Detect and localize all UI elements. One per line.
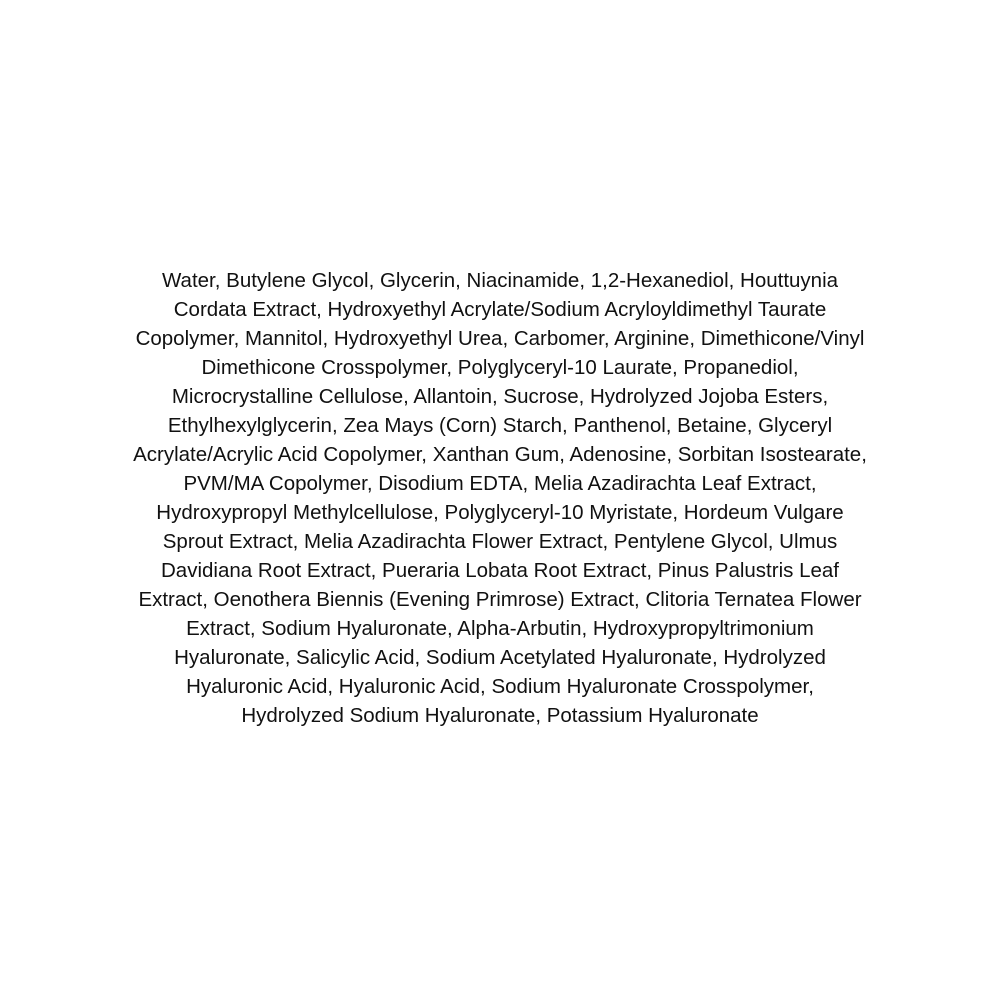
ingredient-line: Ethylhexylglycerin, Zea Mays (Corn) Starch, Panthenol, Betaine, Glyceryl: [167, 414, 833, 437]
ingredient-line: Sprout Extract, Melia Azadirachta Flower Extract, Pentylene Glycol, Ulmus: [162, 530, 838, 553]
ingredient-line: Extract, Oenothera Biennis (Evening Primrose) Extract, Clitoria Ternatea Flower: [138, 588, 862, 611]
ingredient-line: Copolymer, Mannitol, Hydroxyethyl Urea, Carbomer, Arginine, Dimethicone/Vinyl: [135, 327, 865, 350]
ingredient-line: PVM/MA Copolymer, Disodium EDTA, Melia Azadirachta Leaf Extract,: [183, 472, 817, 495]
ingredient-line: Dimethicone Crosspolymer, Polyglyceryl-10 Laurate, Propanediol,: [201, 356, 799, 379]
ingredient-line: Cordata Extract, Hydroxyethyl Acrylate/Sodium Acryloyldimethyl Taurate: [173, 298, 827, 321]
ingredient-list: [0, 266, 1000, 730]
ingredient-line: Water, Butylene Glycol, Glycerin, Niacinamide, 1,2-Hexanediol, Houttuynia: [161, 269, 839, 292]
ingredient-line: Microcrystalline Cellulose, Allantoin, Sucrose, Hydrolyzed Jojoba Esters,: [171, 385, 829, 408]
ingredient-line: Hyaluronate, Salicylic Acid, Sodium Acetylated Hyaluronate, Hydrolyzed: [174, 646, 826, 669]
ingredient-line: Extract, Sodium Hyaluronate, Alpha-Arbutin, Hydroxypropyltrimonium: [186, 617, 814, 640]
ingredient-line: Acrylate/Acrylic Acid Copolymer, Xanthan Gum, Adenosine, Sorbitan Isostearate,: [133, 443, 867, 466]
ingredient-line: Hyaluronic Acid, Hyaluronic Acid, Sodium Hyaluronate Crosspolymer,: [186, 675, 814, 698]
ingredient-line: Hydrolyzed Sodium Hyaluronate, Potassium Hyaluronate: [241, 704, 759, 727]
ingredient-line: Hydroxypropyl Methylcellulose, Polyglyceryl-10 Myristate, Hordeum Vulgare: [156, 501, 844, 524]
ingredient-line: Davidiana Root Extract, Pueraria Lobata Root Extract, Pinus Palustris Leaf: [161, 559, 839, 582]
